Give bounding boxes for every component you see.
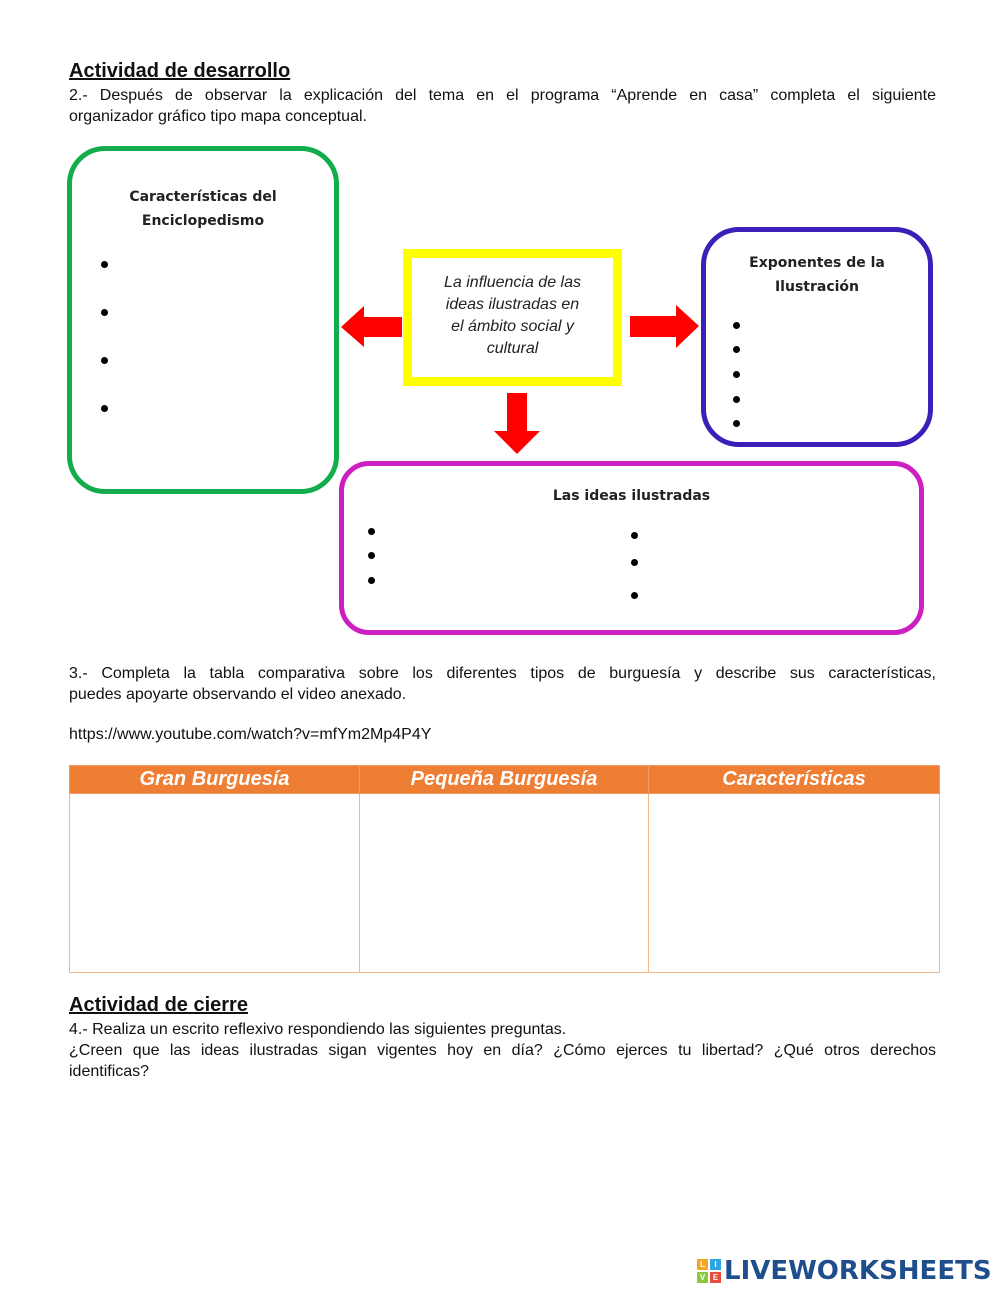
arrow-right-icon	[630, 305, 699, 348]
arrow-down-icon	[494, 393, 540, 454]
comparison-table	[69, 765, 940, 973]
liveworksheets-logo	[697, 1256, 995, 1286]
instruction-4	[69, 1019, 936, 1082]
instruction-3	[69, 663, 936, 705]
section-heading-cierre: Actividad de cierre	[69, 994, 248, 1016]
logo-text: LIVEWORKSHEETS	[724, 1256, 992, 1286]
logo-block: L	[697, 1259, 708, 1270]
exponentes-title-line1: Exponentes de la	[749, 255, 885, 271]
exponentes-title-line2: Ilustración	[774, 279, 860, 295]
instruction-3-line1: 3.- Completa la tabla comparativa sobre los diferentes tipos de burguesía y describe sus características,	[69, 665, 936, 682]
table-row	[70, 794, 940, 973]
arrow-left-icon	[341, 306, 402, 347]
logo-block: V	[697, 1272, 708, 1283]
section-heading-desarrollo: Actividad de desarrollo	[69, 60, 291, 82]
center-topic-line4: cultural	[486, 340, 539, 357]
enciclopedismo-title-line2: Enciclopedismo	[141, 213, 265, 229]
header-gran-burguesia: Gran Burguesía	[70, 766, 360, 794]
center-topic-line3: el ámbito social y	[451, 318, 574, 335]
table-header-row	[70, 766, 940, 794]
ideas-ilustradas-title: Las ideas ilustradas	[552, 488, 711, 504]
enciclopedismo-title-line1: Características del	[129, 189, 277, 205]
header-caracteristicas: Características	[649, 766, 940, 794]
center-topic-line1: La influencia de las	[444, 274, 581, 291]
logo-block: E	[710, 1272, 721, 1283]
cell-caracteristicas[interactable]	[649, 794, 940, 973]
video-link[interactable]: https://www.youtube.com/watch?v=mfYm2Mp4P4Y	[69, 726, 432, 743]
instruction-4-line1: 4.- Realiza un escrito reflexivo respondiendo las siguientes preguntas.	[69, 1021, 567, 1038]
cell-gran-burguesia[interactable]	[70, 794, 360, 973]
instruction-2-line2: organizador gráfico tipo mapa conceptual.	[69, 108, 367, 125]
center-topic-line2: ideas ilustradas en	[445, 296, 580, 313]
instruction-3-line2: puedes apoyarte observando el video anexado.	[69, 686, 407, 703]
header-pequena-burguesia: Pequeña Burguesía	[360, 766, 649, 794]
instruction-2-line1: 2.- Después de observar la explicación del tema en el programa “Aprende en casa” completa el siguiente	[69, 87, 936, 104]
instruction-4-line2: ¿Creen que las ideas ilustradas sigan vigentes hoy en día? ¿Cómo ejerces tu libertad? ¿Qué otros derechos	[69, 1042, 936, 1059]
cell-pequena-burguesia[interactable]	[360, 794, 649, 973]
instruction-4-line3: identificas?	[69, 1063, 150, 1080]
logo-block: I	[710, 1259, 721, 1270]
logo-blocks-icon	[697, 1259, 721, 1283]
